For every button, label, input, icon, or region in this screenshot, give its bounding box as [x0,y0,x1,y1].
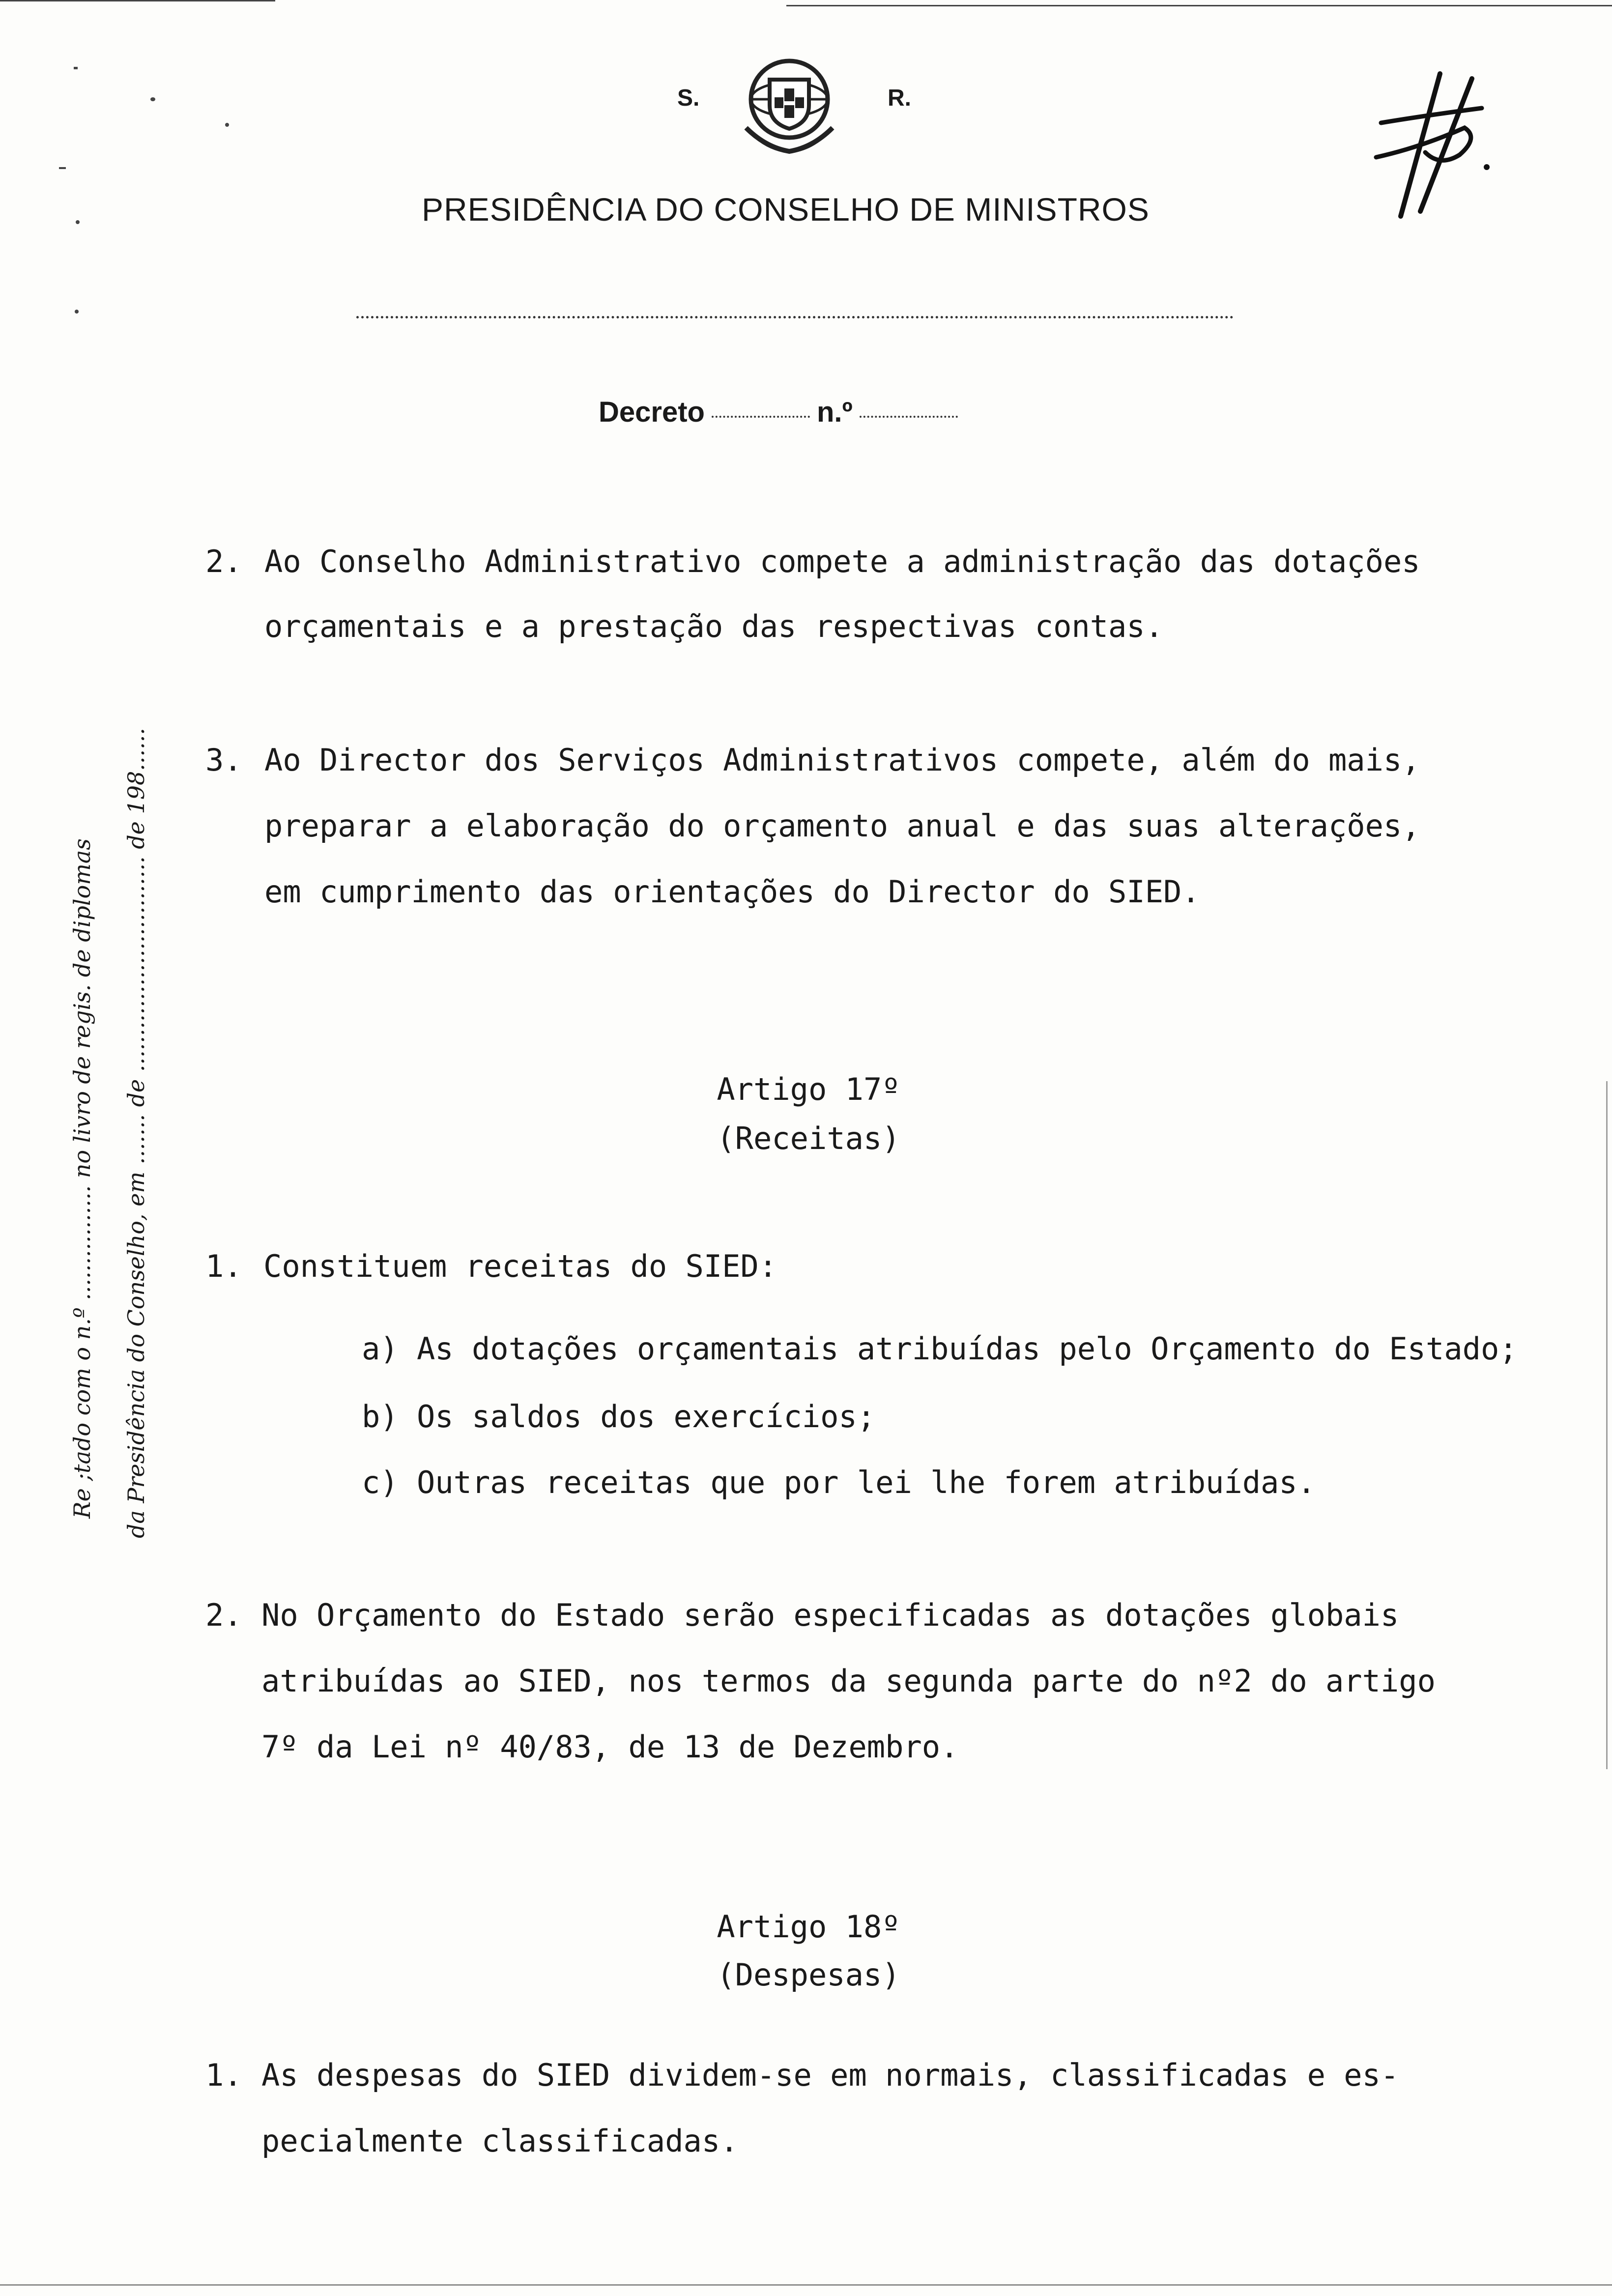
numero-blank [860,416,958,418]
article-17-subtitle: (Receitas) [717,1120,900,1156]
margin-speck [74,67,78,69]
despesas-1-number: 1. [205,2057,242,2093]
receitas-1-number: 1. [205,1248,242,1284]
receitas-2-line-1: No Orçamento do Estado serão especificadas as dotações globais [261,1597,1399,1633]
margin-speck [75,310,79,314]
scan-edge-top-right [786,5,1612,6]
decreto-label: Decreto [599,396,705,428]
receitas-2-line-3: 7º da Lei nº 40/83, de 13 de Dezembro. [261,1729,959,1765]
scan-edge-bottom [0,2284,1612,2286]
coat-of-arms-emblem [731,54,849,160]
header-divider [356,316,1234,318]
margin-registry-line-1: Re ;tado com o n.º ................ no livro de regis. de diplomas [69,838,95,1519]
article-17-title: Artigo 17º [717,1071,900,1107]
paragraph-3-line-3: em cumprimento das orientações do Director do SIED. [264,874,1200,910]
receitas-2-number: 2. [205,1597,242,1633]
despesas-1-line-1: As despesas do SIED dividem-se em normais, classificadas e es- [261,2057,1399,2093]
decreto-line [599,396,958,429]
receitas-item-b: b) Os saldos dos exercícios; [362,1399,876,1435]
margin-speck [150,97,155,101]
paragraph-3-line-2: preparar a elaboração do orçamento anual e das suas alterações, [264,808,1420,844]
page-title: PRESIDÊNCIA DO CONSELHO DE MINISTROS [422,191,1150,228]
decreto-blank [712,416,810,418]
article-18-title: Artigo 18º [717,1909,900,1945]
receitas-item-a: a) As dotações orçamentais atribuídas pelo Orçamento do Estado; [362,1331,1518,1367]
receitas-item-c: c) Outras receitas que por lei lhe forem atribuídas. [362,1464,1316,1500]
scan-edge-top-left [0,0,275,1]
receitas-2-line-2: atribuídas ao SIED, nos termos da segunda parte do nº2 do artigo [261,1663,1436,1699]
article-18-subtitle: (Despesas) [717,1957,900,1993]
scan-edge-right [1606,1081,1608,1769]
margin-speck [59,167,66,169]
margin-speck [76,220,80,224]
paragraph-3-line-1: Ao Director dos Serviços Administrativos compete, além do mais, [264,742,1420,778]
despesas-1-line-2: pecialmente classificadas. [261,2123,739,2159]
handwritten-mark [1366,69,1494,226]
header-s-letter: S. [677,85,700,111]
paragraph-2-line-1: Ao Conselho Administrativo compete a administração das dotações [264,544,1420,579]
receitas-1-text: Constituem receitas do SIED: [263,1248,777,1284]
paragraph-2-number: 2. [205,544,242,579]
header-r-letter: R. [888,85,911,111]
numero-label: n.º [816,396,853,428]
margin-registry-line-2: da Presidência do Conselho, em ....... de .............................. de 198...... [123,727,149,1538]
margin-speck [225,123,229,127]
paragraph-3-number: 3. [205,742,242,778]
paragraph-2-line-2: orçamentais e a prestação das respectivas contas. [264,608,1164,644]
